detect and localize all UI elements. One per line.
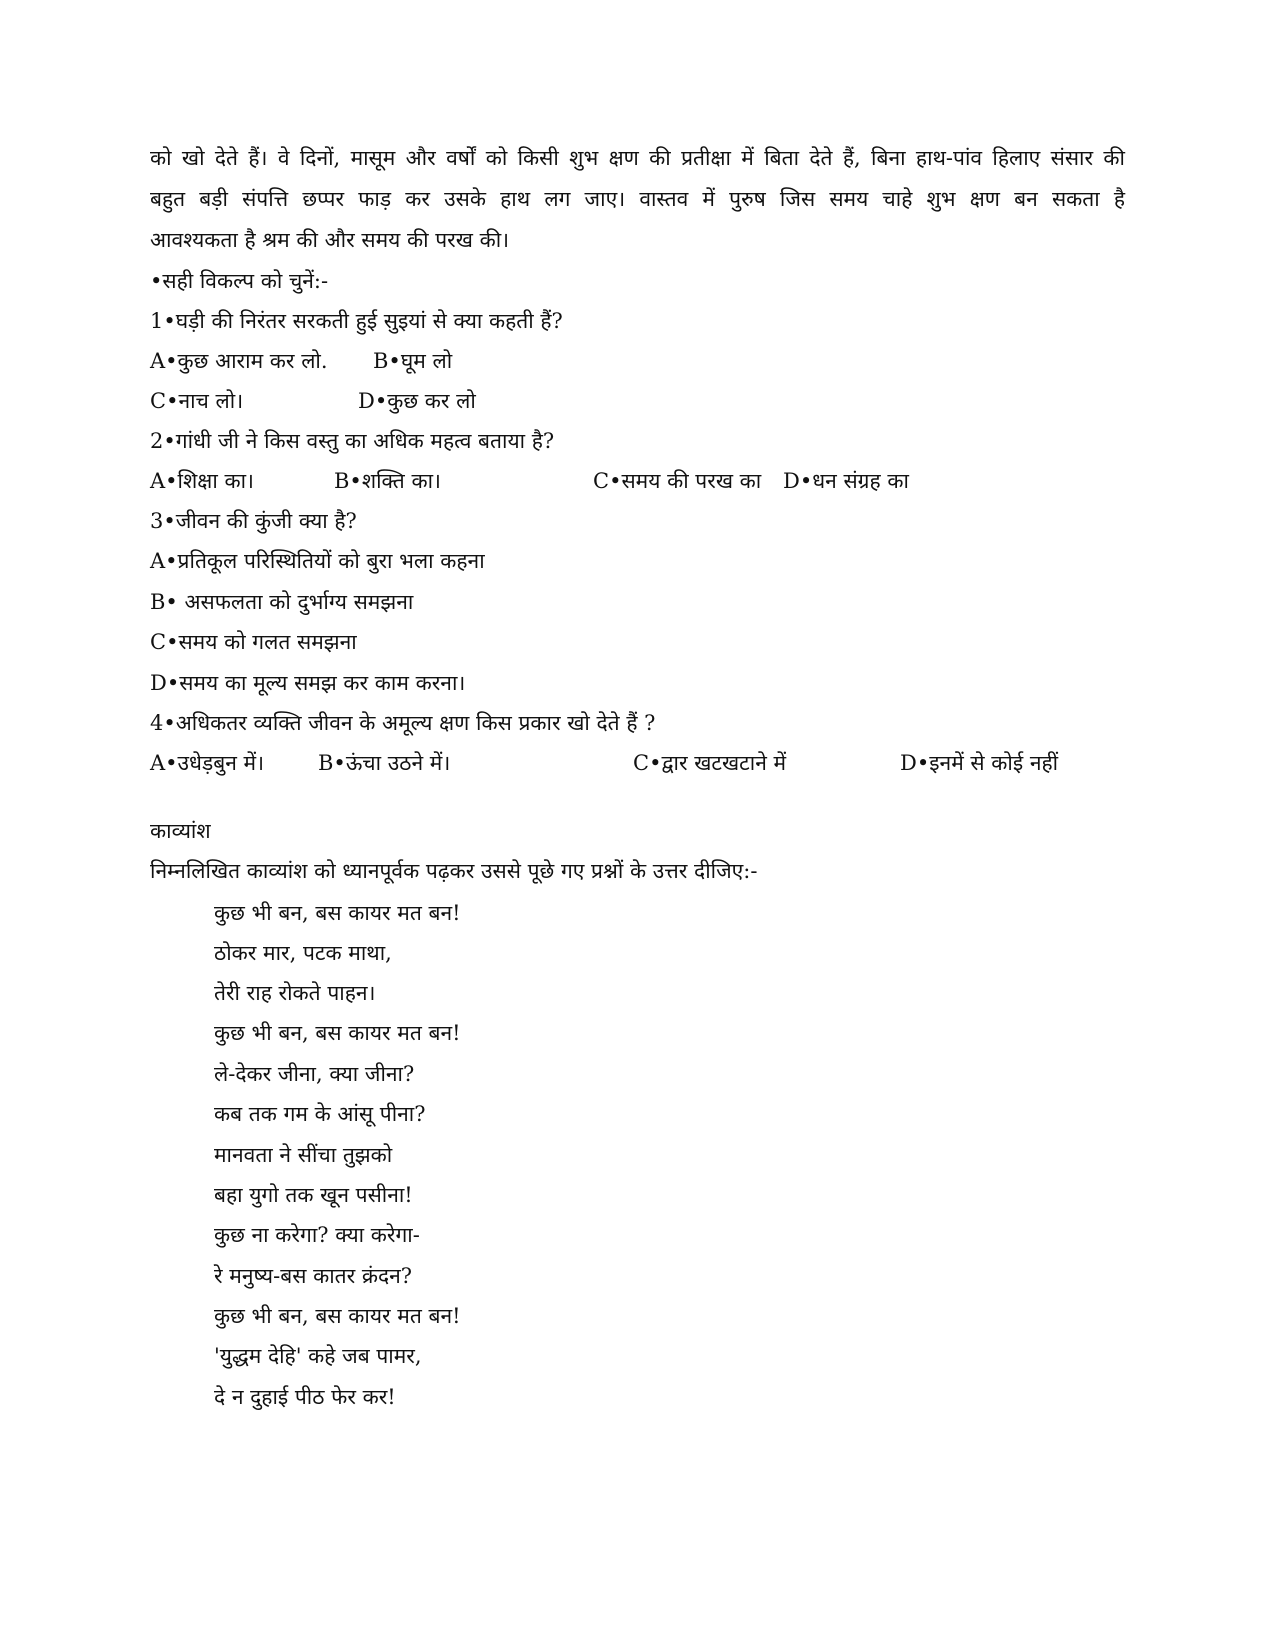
question-text: 2•गांधी जी ने किस वस्तु का अधिक महत्व बताया है? — [150, 429, 555, 453]
question-text: 3•जीवन की कुंजी क्या है? — [150, 509, 357, 533]
option-c: C•समय की परख का — [593, 469, 762, 493]
option-b: B• असफलता को दुर्भाग्य समझना — [150, 590, 414, 614]
option-a: A•प्रतिकूल परिस्थितियों को बुरा भला कहना — [150, 549, 485, 573]
option-a: A•कुछ आराम कर लो. — [150, 349, 328, 373]
option-c: C•द्वार खटखटाने में — [633, 751, 787, 775]
option-d: D•कुछ कर लो — [358, 389, 476, 413]
section-instruction: निम्नलिखित काव्यांश को ध्यानपूर्वक पढ़कर उससे पूछे गए प्रश्नों के उत्तर दीजिए:- — [150, 859, 758, 883]
question-text: 1•घड़ी की निरंतर सरकती हुई सुइयां से क्या कहती हैं? — [150, 309, 563, 333]
poem-line: कुछ भी बन, बस कायर मत बन! — [214, 1021, 461, 1045]
mcq-instruction: •सही विकल्प को चुनें:- — [150, 269, 329, 293]
poem-line: कुछ भी बन, बस कायर मत बन! — [214, 1304, 461, 1328]
poem-line: मानवता ने सींचा तुझको — [214, 1143, 393, 1167]
passage-line: आवश्यकता है श्रम की और समय की परख की। — [150, 228, 510, 252]
option-a: A•शिक्षा का। — [150, 469, 254, 493]
option-b: B•घूम लो — [373, 349, 453, 373]
poem-line: ठोकर मार, पटक माथा, — [214, 941, 392, 965]
passage-line: को खो देते हैं। वे दिनों, मासूम और वर्षों को किसी शुभ क्षण की प्रतीक्षा में बिता देते हैं, बिना हाथ-पांव हिलाए संसार की — [150, 146, 1125, 170]
section-heading: काव्यांश — [150, 819, 211, 843]
poem-line: दे न दुहाई पीठ फेर कर! — [214, 1385, 396, 1409]
option-b: B•शक्ति का। — [334, 469, 441, 493]
option-d: D•धन संग्रह का — [783, 469, 909, 493]
option-b: B•ऊंचा उठने में। — [318, 751, 451, 775]
poem-line: ले-देकर जीना, क्या जीना? — [214, 1062, 415, 1086]
poem-line: तेरी राह रोकते पाहन। — [214, 981, 376, 1005]
option-c: C•समय को गलत समझना — [150, 630, 357, 654]
question-text: 4•अधिकतर व्यक्ति जीवन के अमूल्य क्षण किस प्रकार खो देते हैं ? — [150, 711, 656, 735]
poem-line: बहा युगो तक खून पसीना! — [214, 1183, 413, 1207]
option-d: D•इनमें से कोई नहीं — [900, 751, 1059, 775]
poem-line: 'युद्धम देहि' कहे जब पामर, — [214, 1344, 422, 1368]
poem-line: कुछ ना करेगा? क्या करेगा- — [214, 1223, 420, 1247]
option-a: A•उधेड़बुन में। — [150, 751, 265, 775]
option-d: D•समय का मूल्य समझ कर काम करना। — [150, 671, 466, 695]
poem-line: कुछ भी बन, बस कायर मत बन! — [214, 901, 461, 925]
option-c: C•नाच लो। — [150, 389, 244, 413]
poem-line: रे मनुष्य-बस कातर क्रंदन? — [214, 1264, 413, 1288]
passage-line: बहुत बड़ी संपत्ति छप्पर फाड़ कर उसके हाथ लग जाए। वास्तव में पुरुष जिस समय चाहे शुभ क्षण बन सकता है — [150, 187, 1125, 211]
poem-line: कब तक गम के आंसू पीना? — [214, 1102, 426, 1126]
